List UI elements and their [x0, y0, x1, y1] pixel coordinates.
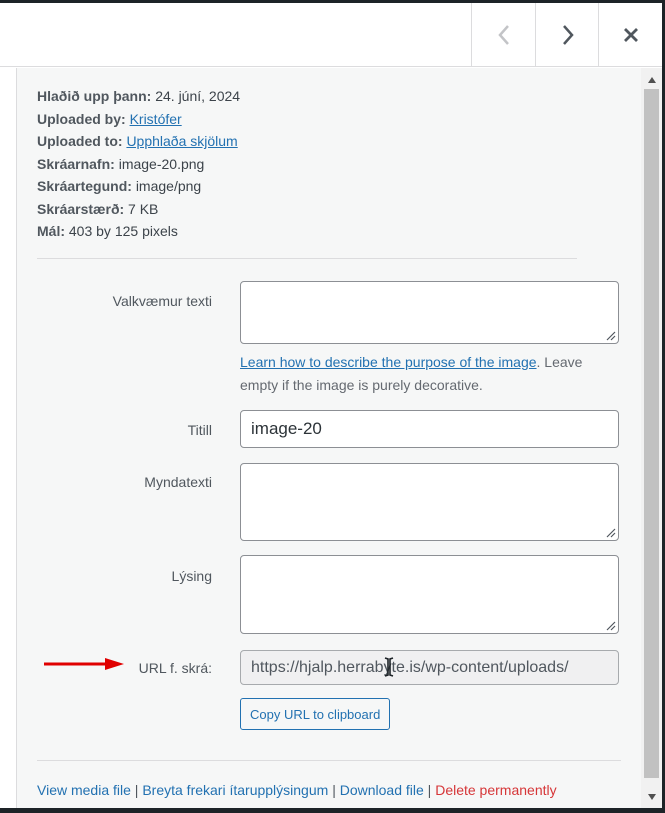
file-url-input[interactable]: https://hjalp.herrabyte.is/wp-content/uploads/ — [240, 650, 619, 685]
download-file-link[interactable]: Download file — [339, 782, 424, 798]
uploaded-on-value: 24. júní, 2024 — [155, 88, 241, 104]
description-textarea[interactable] — [240, 555, 619, 634]
separator: | — [134, 782, 139, 798]
separator: | — [332, 782, 336, 798]
filesize-row: Skráarstærð: 7 KB — [37, 200, 159, 217]
separator: | — [427, 782, 432, 798]
alt-text-help-link[interactable]: Learn how to describe the purpose of the image — [240, 354, 537, 370]
filesize-value: 7 KB — [128, 200, 159, 217]
caption-textarea[interactable] — [240, 463, 619, 541]
scroll-down-button[interactable] — [641, 788, 662, 806]
file-details — [37, 85, 240, 243]
triangle-up-icon — [648, 77, 656, 83]
title-input[interactable]: image-20 — [240, 410, 619, 448]
annotation-arrow-icon — [43, 657, 125, 671]
attachment-actions — [37, 782, 557, 798]
media-preview-edge — [0, 68, 17, 808]
close-button[interactable] — [598, 3, 662, 67]
alt-text-label: Valkvæmur texti — [112, 293, 212, 309]
divider — [37, 258, 577, 259]
resize-handle-icon[interactable] — [606, 528, 616, 538]
resize-handle-icon[interactable] — [606, 331, 616, 341]
caption-label: Myndatexti — [144, 474, 212, 490]
filename-value: image-20.png — [118, 155, 205, 172]
edit-details-link[interactable]: Breyta frekari ítarupplýsingum — [142, 782, 329, 798]
alt-text-help: Learn how to describe the purpose of the image. Leave empty if the image is purely decorative. — [240, 354, 583, 393]
divider — [37, 760, 621, 761]
description-label: Lýsing — [171, 568, 212, 584]
modal-header — [0, 3, 662, 67]
view-media-link[interactable]: View media file — [37, 782, 131, 798]
file-url-label: URL f. skrá: — [138, 660, 212, 676]
delete-permanently-link[interactable]: Delete permanently — [435, 782, 557, 798]
copy-url-button[interactable]: Copy URL to clipboard — [240, 698, 390, 730]
resize-handle-icon[interactable] — [606, 621, 616, 631]
attachment-details-modal — [0, 3, 662, 808]
chevron-left-icon — [497, 24, 511, 46]
uploaded-by-link[interactable]: Kristófer — [129, 110, 182, 127]
filetype-value: image/png — [135, 178, 202, 194]
scrollbar[interactable] — [641, 68, 662, 808]
previous-button[interactable] — [471, 3, 535, 67]
triangle-down-icon — [648, 794, 656, 800]
close-icon — [623, 27, 639, 43]
uploaded-to-row: Uploaded to: Upphlaða skjölum — [37, 133, 238, 149]
next-button[interactable] — [535, 3, 599, 67]
uploaded-by-row: Uploaded by: Kristófer — [37, 110, 182, 127]
scroll-up-button[interactable] — [641, 71, 662, 89]
uploaded-to-link[interactable]: Upphlaða skjölum — [126, 133, 238, 149]
attachment-info-panel — [17, 68, 641, 808]
text-cursor-icon — [384, 657, 394, 677]
filename-row: Skráarnafn: image-20.png — [37, 155, 205, 172]
dimensions-value: 403 by 125 pixels — [68, 223, 178, 239]
dimensions-row: Mál: 403 by 125 pixels — [37, 223, 178, 239]
title-label: Titill — [187, 422, 212, 438]
uploaded-on-row: Hlaðið upp þann: 24. júní, 2024 — [37, 88, 241, 104]
filetype-row: Skráartegund: image/png — [37, 178, 202, 194]
chevron-right-icon — [561, 24, 575, 46]
scroll-thumb[interactable] — [644, 89, 659, 778]
alt-text-textarea[interactable] — [240, 281, 619, 344]
